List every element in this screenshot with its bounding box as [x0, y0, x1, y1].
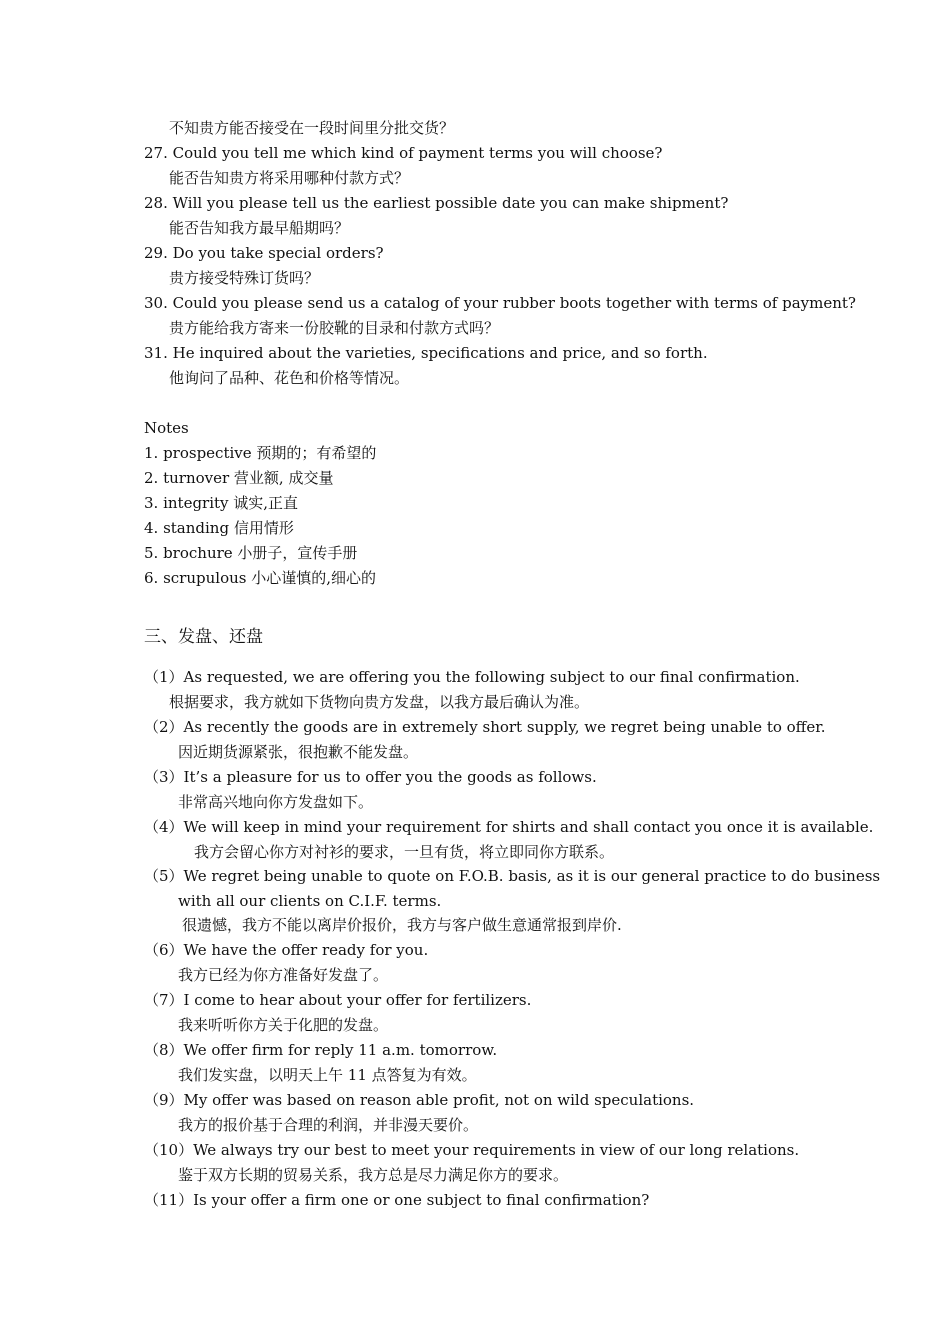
offer-item-10-zh: 鉴于双方长期的贸易关系，我方总是尽力满足你方的要求。: [178, 1166, 569, 1184]
offer-item-11-en: （11）Is your offer a firm one or one subject to final confirmation?: [144, 1191, 650, 1209]
line-q31-zh: 他询问了品种、花色和价格等情况。: [169, 369, 410, 387]
note-item: 2. turnover 营业额, 成交量: [144, 469, 334, 487]
offer-item-6-zh: 我方已经为你方准备好发盘了。: [178, 966, 389, 984]
offer-item-5-en-cont: with all our clients on C.I.F. terms.: [178, 892, 442, 910]
offer-item-7-zh: 我来听听你方关于化肥的发盘。: [178, 1016, 389, 1034]
offer-item-5-en: （5）We regret being unable to quote on F.O.B. basis, as it is our general practice to do business: [144, 867, 881, 885]
line-q28-en: 28. Will you please tell us the earliest possible date you can make shipment?: [144, 194, 729, 212]
offer-item-7-en: （7）I come to hear about your offer for fertilizers.: [144, 991, 532, 1009]
offer-item-3-zh: 非常高兴地向你方发盘如下。: [178, 793, 374, 811]
line-q27-en: 27. Could you tell me which kind of payment terms you will choose?: [144, 144, 663, 162]
offer-item-9-en: （9）My offer was based on reason able profit, not on wild speculations.: [144, 1091, 695, 1109]
offer-item-4-zh: 我方会留心你方对衬衫的要求，一旦有货，将立即同你方联系。: [194, 843, 615, 861]
section-heading: 三、发盘、还盘: [144, 627, 263, 647]
line-q29-en: 29. Do you take special orders?: [144, 244, 384, 262]
offer-item-2-en: （2）As recently the goods are in extremely short supply, we regret being unable to offer.: [144, 718, 826, 736]
offer-item-2-zh: 因近期货源紧张，很抱歉不能发盘。: [178, 743, 419, 761]
line-q27-zh: 能否告知贵方将采用哪种付款方式？: [169, 169, 410, 187]
offer-item-5-zh: 很遗憾，我方不能以离岸价报价，我方与客户做生意通常报到岸价.: [182, 916, 622, 934]
offer-item-3-en: （3）It’s a pleasure for us to offer you the goods as follows.: [144, 768, 597, 786]
note-item: 4. standing 信用情形: [144, 519, 294, 537]
offer-item-8-en: （8）We offer firm for reply 11 a.m. tomorrow.: [144, 1041, 498, 1059]
line-q28-zh: 能否告知我方最早船期吗？: [169, 219, 350, 237]
line-q26-zh: 不知贵方能否接受在一段时间里分批交货？: [169, 119, 455, 137]
notes-heading: Notes: [144, 419, 189, 437]
note-item: 5. brochure 小册子，宣传手册: [144, 544, 358, 562]
offer-item-10-en: （10）We always try our best to meet your requirements in view of our long relations.: [144, 1141, 800, 1159]
line-q31-en: 31. He inquired about the varieties, specifications and price, and so forth.: [144, 344, 708, 362]
offer-item-8-zh: 我们发实盘，以明天上午 11 点答复为有效。: [178, 1066, 477, 1084]
offer-item-1-zh: 根据要求，我方就如下货物向贵方发盘，以我方最后确认为准。: [169, 693, 590, 711]
offer-item-4-en: （4）We will keep in mind your requirement for shirts and shall contact you once it is available.: [144, 818, 874, 836]
note-item: 6. scrupulous 小心谨慎的,细心的: [144, 569, 376, 587]
offer-item-9-zh: 我方的报价基于合理的利润，并非漫天要价。: [178, 1116, 479, 1134]
offer-item-6-en: （6）We have the offer ready for you.: [144, 941, 429, 959]
note-item: 3. integrity 诚实,正直: [144, 494, 299, 512]
line-q30-en: 30. Could you please send us a catalog of your rubber boots together with terms of payment?: [144, 294, 856, 312]
line-q29-zh: 贵方接受特殊订货吗？: [169, 269, 320, 287]
offer-item-1-en: （1）As requested, we are offering you the following subject to our final confirmation.: [144, 668, 800, 686]
line-q30-zh: 贵方能给我方寄来一份胶靴的目录和付款方式吗？: [169, 319, 500, 337]
note-item: 1. prospective 预期的；有希望的: [144, 444, 377, 462]
